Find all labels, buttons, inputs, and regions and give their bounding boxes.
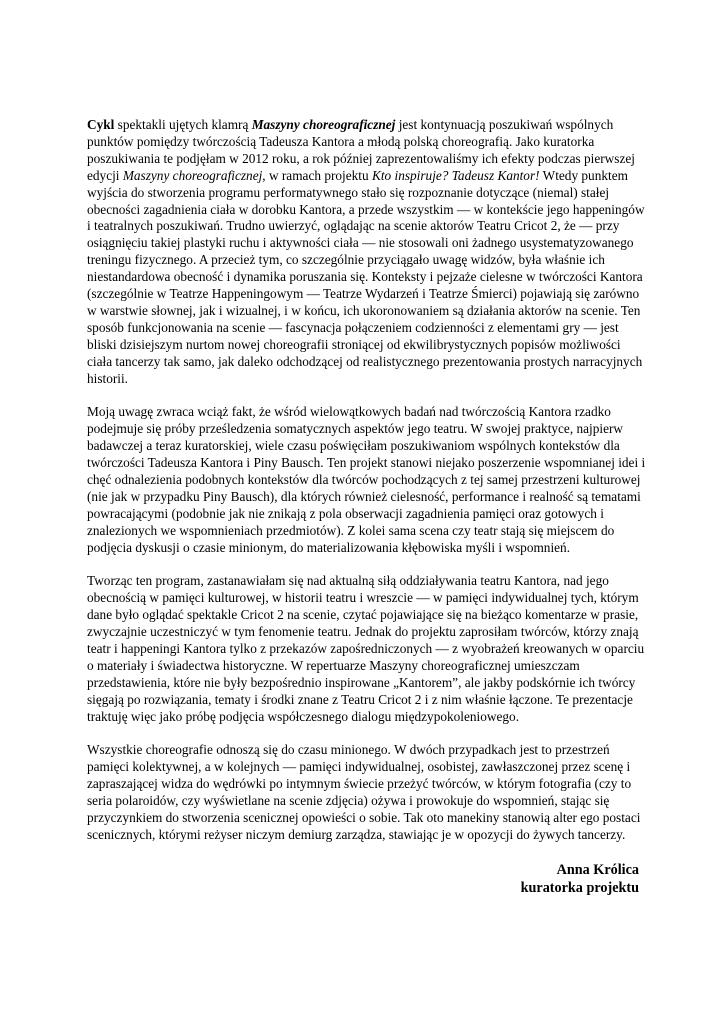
paragraph-1-text-b: jest kontynuacją poszukiwań wspólnych punktów pomiędzy twórczością Tadeusza Kantora a młodą polską choreografią. Jako kuratorka poszukiwania te podjęłam w 2012 roku, a rok później zaprezentowaliśmy ich efekty podczas pierwszej edycji: [87, 117, 635, 183]
signature-block: [87, 861, 647, 897]
paragraph-1-text-c: , w ramach projektu: [262, 167, 372, 183]
edition-title: Maszyny choreograficznej: [122, 167, 263, 183]
cycle-title: Maszyny choreograficznej: [251, 117, 396, 132]
lead-word: Cykl: [87, 117, 115, 132]
paragraph-4: Wszystkie choreografie odnoszą się do czasu minionego. W dwóch przypadkach jest to przestrzeń pamięci kolektywnej, a w kolejnych — pamięci indywidualnej, osobistej, zawłaszczonej przez scenę i zapraszającej widza do wędrówki po intymnym świecie przeżyć twórców, w którym fotografia (czy to seria polaroidów, czy wyświetlane na scenie zdjęcia) ożywa i prowokuje do wspomnień, stając się przyczynkiem do stworzenia scenicznej opowieści o sobie. Tak oto manekiny stanowią alter ego postaci scenicznych, którymi reżyser niczym demiurg zarządza, stawiając je w opozycji do żywych tancerzy.: [87, 742, 641, 843]
project-title: Kto inspiruje? Tadeusz Kantor!: [371, 167, 540, 183]
signature-role: kuratorka projektu: [520, 879, 639, 896]
signature-name: Anna Królica: [556, 861, 639, 878]
paragraph-3: Tworząc ten program, zastanawiałam się nad aktualną siłą oddziaływania teatru Kantora, nad jego obecnością w pamięci kulturowej, w historii teatru i wreszcie — w pamięci indywidualnej tych, którym dane było oglądać spektakle Cricot 2 na scenie, czytać pojawiające się na bieżąco komentarze w prasie, zwyczajnie uczestniczyć w tym fenomenie teatru. Jednak do projektu zaprosiłam twórców, którzy znają teatr i happeningi Kantora tylko z przekazów zapośredniczonych — z wyobrażeń kreowanych w oparciu o materiały i świadectwa historyczne. W repertuarze Maszyny choreograficznej umieszczam przedstawienia, które nie były bezpośrednio inspirowane „Kantorem”, ale jakby podskórnie ich twórcy sięgają po rozwiązania, tematy i środki znane z Teatru Cricot 2 i z nim właśnie łączone. Te prezentacje traktuję więc jako próbę podjęcia współczesnego dialogu międzypokoleniowego.: [87, 573, 645, 724]
paragraph-1-text-d: Wtedy punktem wyjścia do stworzenia programu performatywnego stało się rozpoznanie dotyczące (niemal) stałej obecności zagadnienia ciała w dorobku Kantora, a przede wszystkim — w kontekście jego happeningów i teatralnych poszukiwań. Trudno uwierzyć, oglądając na scenie aktorów Teatru Cricot 2, że — przy osiągnięciu takiej plastyki ruchu i aktywności ciała — nie stosowali oni żadnego usystematyzowanego treningu fizycznego. A przecież tym, co szczególnie przyciągało uwagę widzów, była właśnie ich niestandardowa obecność i dynamika poruszania się. Konteksty i pejzaże cielesne w twórczości Kantora (szczególnie w Teatrze Happeningowym — Teatrze Wydarzeń i Teatrze Śmierci) pojawiają się zarówno w warstwie słownej, jak i wizualnej, i w końcu, ich ukoronowaniem są działania aktorów na scenie. Ten sposób funkcjonowania na scenie — fascynacja połączeniem codzienności z elementami gry — jest bliski dzisiejszym nurtom nowej choreografii stroniącej od ekwilibrystycznych popisów możliwości ciała tancerzy tak samo, jak daleko odchodzącej od realistycznego prezentowania prostych narracyjnych historii.: [87, 167, 645, 386]
paragraph-1-text-a: spektakli ujętych klamrą: [114, 117, 252, 132]
paragraph-2: Moją uwagę zwraca wciąż fakt, że wśród wielowątkowych badań nad twórczością Kantora rzadko podejmuje się próby prześledzenia somatycznych aspektów jego teatru. W swojej praktyce, najpierw badawczej a teraz kuratorskiej, wiele czasu poświęciłam poszukiwaniom wspólnych kontekstów dla twórczości Tadeusza Kantora i Piny Bausch. Ten projekt stanowi niejako poszerzenie wspomnianej idei i chęć odnalezienia podobnych kontekstów dla twórców pochodzących z tej samej przestrzeni kulturowej (nie jak w przypadku Piny Bausch), dla których również cielesność, performance i realność są tematami powracającymi (podobnie jak nie znikają z pola obserwacji zagadnienia pamięci oraz gotowych i znalezionych we wspomnieniach przedmiotów). Z kolei sama scena czy teatr stają się miejscem do podjęcia dyskusji o czasie minionym, do materializowania kłębowiska myśli i wspomnień.: [87, 404, 646, 555]
paragraph-1: [87, 117, 647, 388]
document-body: [87, 117, 647, 897]
